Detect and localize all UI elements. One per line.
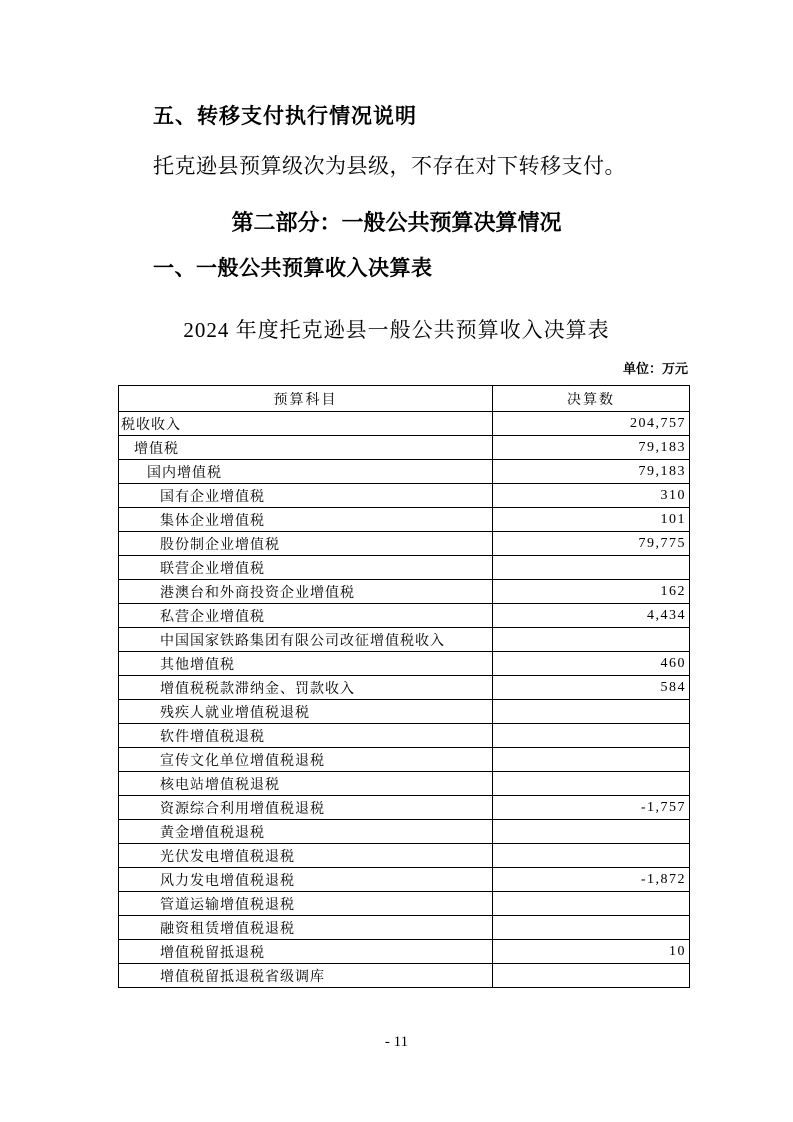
row-label: 中国国家铁路集团有限公司改征增值税收入 <box>119 628 493 652</box>
table-row <box>119 868 690 892</box>
row-label: 国内增值税 <box>119 460 493 484</box>
table-row <box>119 820 690 844</box>
row-label: 股份制企业增值税 <box>119 532 493 556</box>
row-value <box>493 772 690 796</box>
row-value <box>493 700 690 724</box>
column-header-budget-subject: 预算科目 <box>119 386 493 412</box>
row-value <box>493 628 690 652</box>
row-value: 204,757 <box>493 412 690 436</box>
row-label: 增值税留抵退税 <box>119 940 493 964</box>
row-value <box>493 748 690 772</box>
table-row <box>119 508 690 532</box>
row-label: 增值税留抵退税省级调库 <box>119 964 493 988</box>
table-row <box>119 724 690 748</box>
table-row <box>119 676 690 700</box>
part-two-heading: 第二部分：一般公共预算决算情况 <box>231 210 562 235</box>
row-value: -1,872 <box>493 868 690 892</box>
row-value: 162 <box>493 580 690 604</box>
table-row <box>119 580 690 604</box>
row-label: 增值税税款滞纳金、罚款收入 <box>119 676 493 700</box>
table-row <box>119 964 690 988</box>
row-label: 核电站增值税退税 <box>119 772 493 796</box>
row-value: 79,775 <box>493 532 690 556</box>
row-label: 增值税 <box>119 436 493 460</box>
row-label: 管道运输增值税退税 <box>119 892 493 916</box>
table-row <box>119 844 690 868</box>
table-row <box>119 460 690 484</box>
row-value: 4,434 <box>493 604 690 628</box>
table-row <box>119 532 690 556</box>
row-value: 10 <box>493 940 690 964</box>
row-value: -1,757 <box>493 796 690 820</box>
row-label: 其他增值税 <box>119 652 493 676</box>
row-value <box>493 916 690 940</box>
table-row <box>119 652 690 676</box>
row-label: 联营企业增值税 <box>119 556 493 580</box>
row-value <box>493 844 690 868</box>
table-title: 2024 年度托克逊县一般公共预算收入决算表 <box>183 318 610 342</box>
budget-revenue-table <box>118 385 690 988</box>
row-label: 软件增值税退税 <box>119 724 493 748</box>
page-number: - 11 <box>384 1034 409 1050</box>
column-header-final-amount: 决算数 <box>493 386 690 412</box>
row-label: 融资租赁增值税退税 <box>119 916 493 940</box>
table-row <box>119 748 690 772</box>
row-label: 残疾人就业增值税退税 <box>119 700 493 724</box>
row-label: 宣传文化单位增值税退税 <box>119 748 493 772</box>
row-label: 黄金增值税退税 <box>119 820 493 844</box>
body-paragraph: 托克逊县预算级次为县级，不存在对下转移支付。 <box>153 154 626 178</box>
row-value <box>493 892 690 916</box>
row-label: 税收收入 <box>119 412 493 436</box>
row-label: 资源综合利用增值税退税 <box>119 796 493 820</box>
row-value <box>493 820 690 844</box>
table-row <box>119 628 690 652</box>
unit-label: 单位：万元 <box>622 361 688 376</box>
table-header-row <box>119 386 690 412</box>
row-value <box>493 724 690 748</box>
table-row <box>119 796 690 820</box>
row-label: 国有企业增值税 <box>119 484 493 508</box>
table-row <box>119 916 690 940</box>
table-row <box>119 556 690 580</box>
section-heading-transfer-payment: 五、转移支付执行情况说明 <box>153 104 417 128</box>
row-label: 集体企业增值税 <box>119 508 493 532</box>
row-value: 310 <box>493 484 690 508</box>
row-value: 79,183 <box>493 460 690 484</box>
row-label: 风力发电增值税退税 <box>119 868 493 892</box>
table-row <box>119 412 690 436</box>
row-value <box>493 964 690 988</box>
section-heading-revenue-table: 一、一般公共预算收入决算表 <box>153 256 433 280</box>
row-label: 港澳台和外商投资企业增值税 <box>119 580 493 604</box>
table-row <box>119 892 690 916</box>
table-row <box>119 940 690 964</box>
row-value: 79,183 <box>493 436 690 460</box>
table-row <box>119 484 690 508</box>
row-value: 101 <box>493 508 690 532</box>
table-row <box>119 772 690 796</box>
row-label: 光伏发电增值税退税 <box>119 844 493 868</box>
table-row <box>119 436 690 460</box>
table-row <box>119 700 690 724</box>
row-value: 584 <box>493 676 690 700</box>
table-row <box>119 604 690 628</box>
row-value: 460 <box>493 652 690 676</box>
row-value <box>493 556 690 580</box>
row-label: 私营企业增值税 <box>119 604 493 628</box>
